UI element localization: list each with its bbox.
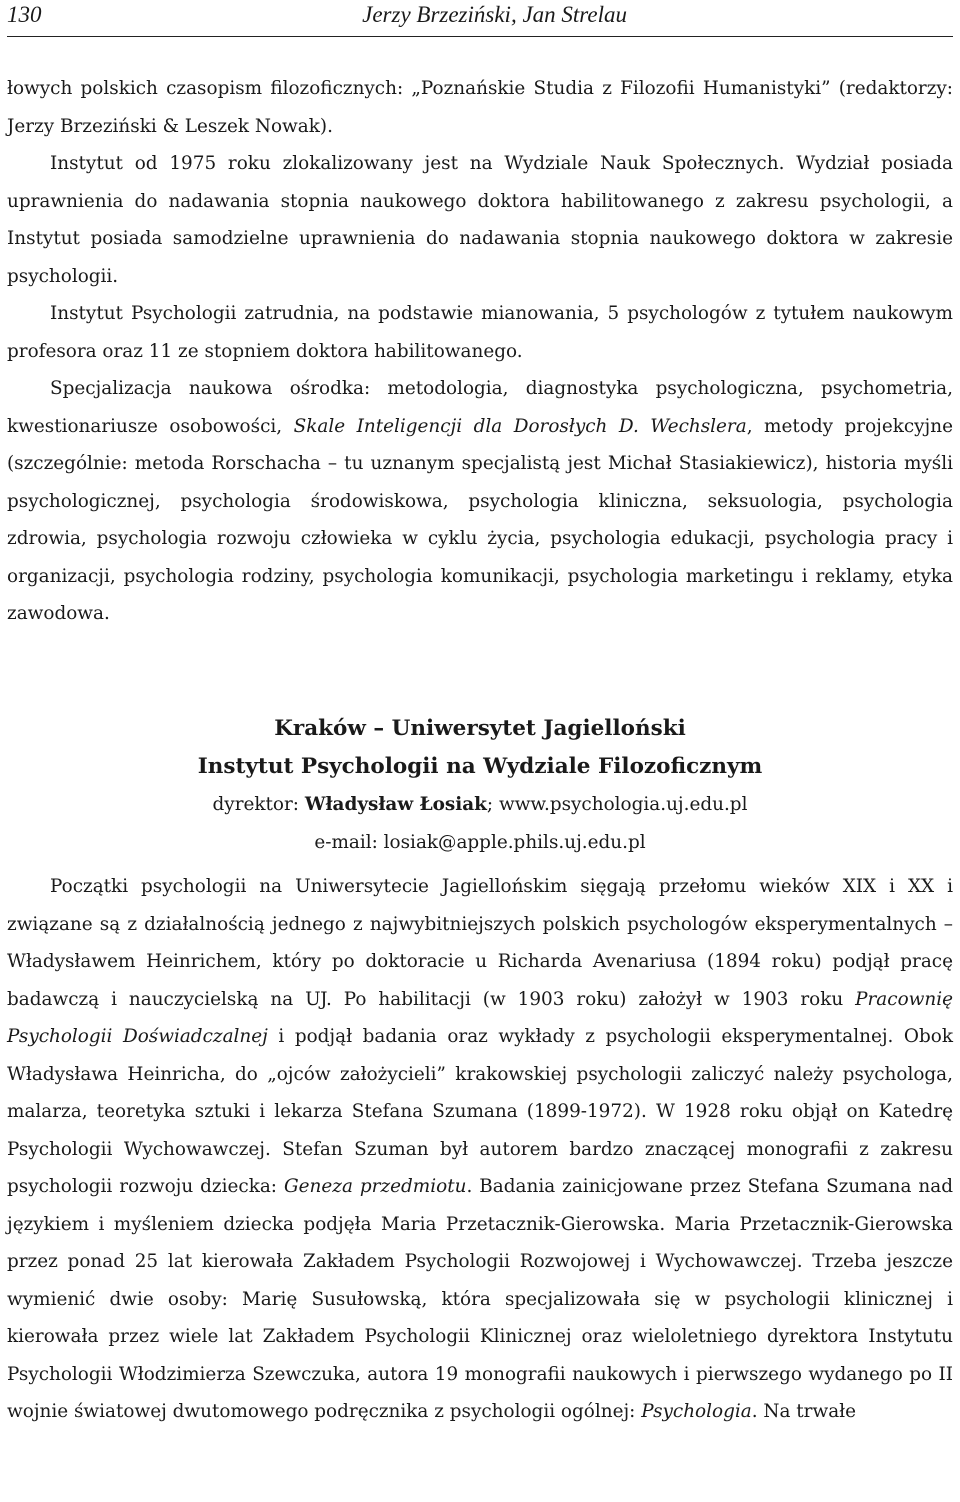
paragraph-text: Specjalizacja naukowa ośrodka: metodologia, diagnostyka psychologiczna, psychometria, kwestionariusze osobowości, xyxy=(7,378,953,437)
paragraph: łowych polskich czasopism filozoficznych: „Poznańskie Studia z Filozofii Humanistyki” (redaktorzy: Jerzy Brzeziński & Leszek Nowak). xyxy=(7,78,953,137)
paragraph: Instytut od 1975 roku zlokalizowany jest na Wydziale Nauk Społecznych. Wydział posiada uprawnienia do nadawania stopnia naukowego doktora habilitowanego z zakresu psychologii, a Instytut posiada samodzielne uprawnienia do nadawania stopnia naukowego doktora w zakresie psychologii. xyxy=(7,153,953,287)
director-line xyxy=(7,786,953,824)
page-number: 130 xyxy=(7,2,42,27)
director-label: dyrektor: xyxy=(212,794,305,815)
website-text: ; www.psychologia.uj.edu.pl xyxy=(486,794,748,815)
paragraph-text: i podjął badania oraz wykłady z psychologii eksperymentalnej. Obok Władysława Heinricha, do „ojców założycieli” krakowskiej psychologii zaliczyć należy psychologa, malarza, teoretyka sztuki i lekarza Stefana Szumana (1899-1972). W 1928 roku objął on Katedrę Psychologii Wychowawczej. Stefan Szuman był autorem bardzo znaczącej monografii z zakresu psychologii rozwoju dziecka: xyxy=(7,1026,953,1197)
paragraph-text: Początki psychologii na Uniwersytecie Jagiellońskim sięgają przełomu wieków XIX i XX i związane są z działalnością jednego z najwybitniejszych polskich psychologów eksperymentalnych – Władysławem Heinrichem, który po doktoracie u Richarda Avenariusa (1894 roku) podjął pracę badawczą i nauczycielską na UJ. Po habilitacji (w 1903 roku) założył w 1903 roku xyxy=(7,876,953,1010)
institution-heading xyxy=(7,710,953,862)
institute-title: Instytut Psychologii na Wydziale Filozoficznym xyxy=(197,754,763,779)
section-poznan-continuation xyxy=(7,70,953,633)
paragraph-text: , metody projekcyjne (szczególnie: metoda Rorschacha – tu uznanym specjalistą jest Michał Stasiakiewicz), historia myśli psychologicznej, psychologia środowiskowa, psychologia kliniczna, seksuologia, psychologia zdrowia, psychologia rozwoju człowieka w cyklu życia, psychologia edukacji, psychologia pracy i organizacji, psychologia rodziny, psychologia komunikacji, psychologia marketingu i reklamy, etyka zawodowa. xyxy=(7,415,953,624)
paragraph-text: . Badania zainicjowane przez Stefana Szumana nad językiem i myśleniem dziecka podjęła Maria Przetacznik-Gierowska. Maria Przetacznik-Gierowska przez ponad 25 lat kierowała Zakładem Psychologii Rozwojowej i Wychowawczej. Trzeba jeszcze wymienić dwie osoby: Marię Susułowską, która specjalizowała się w psychologii klinicznej i kierowała przez wiele lat Zakładem Psychologii Klinicznej oraz wieloletniego dyrektora Instytutu Psychologii Włodzimierza Szewczuka, autora 19 monografii naukowych i pierwszego wydanego po II wojnie światowej dwutomowego podręcznika z psychologii ogólnej: xyxy=(7,1176,953,1422)
running-header-authors: Jerzy Brzeziński, Jan Strelau xyxy=(362,2,627,27)
book-title: Psychologia xyxy=(641,1401,752,1422)
running-header xyxy=(7,0,953,37)
book-title: Geneza przedmiotu xyxy=(283,1176,467,1197)
paragraph xyxy=(7,868,953,1431)
email-line: e-mail: losiak@apple.phils.uj.edu.pl xyxy=(314,832,646,853)
book-title: Skale Inteligencji dla Dorosłych D. Wechslera xyxy=(293,415,747,437)
section-krakow xyxy=(7,868,953,1431)
paragraph xyxy=(7,370,953,633)
director-name: Władysław Łosiak xyxy=(304,794,487,815)
university-title: Kraków – Uniwersytet Jagielloński xyxy=(274,716,686,741)
paragraph-text: . Na trwałe xyxy=(751,1401,857,1422)
lab-name: Pracownię Psychologii Doświadczalnej xyxy=(7,988,953,1047)
paragraph: Instytut Psychologii zatrudnia, na podstawie mianowania, 5 psychologów z tytułem naukowym profesora oraz 11 ze stopniem doktora habilitowanego. xyxy=(7,303,953,362)
